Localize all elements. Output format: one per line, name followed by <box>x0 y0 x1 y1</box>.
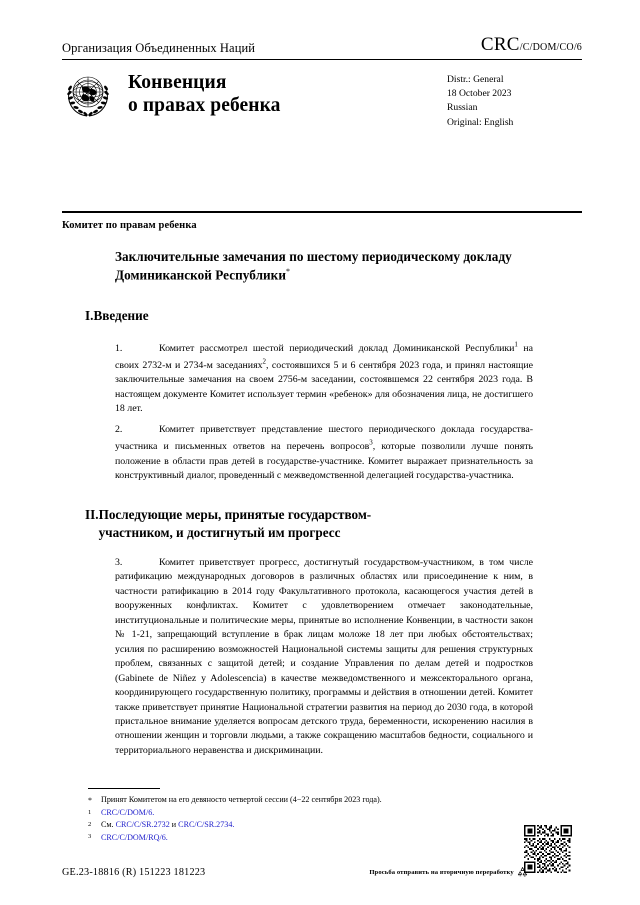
section-title-2-line1: Последующие меры, принятые государством- <box>98 506 372 522</box>
document-body <box>62 248 582 758</box>
paragraph-text-1: Комитет рассмотрел шестой периодический доклад Доминиканской Республики$^1$ на своих 2732-м и 2734-м заседаниях$^2$, состоявшихся 5 и 6 сентября 2023 года, и принял настоящие заключительные замечания на своем 2756-м заседании, состоявшемся 22 сентября 2023 года. В настоящем документе Комитет использует термин «ребенок» для обозначения лица, не достигшего 18 лет. <box>115 340 533 414</box>
document-symbol <box>481 34 582 56</box>
section-heading-2 <box>62 506 582 542</box>
document-symbol-rest: /C/DOM/CO/6 <box>519 42 582 53</box>
recycle-text: Просьба отправить на вторичную переработку <box>369 869 514 876</box>
footnote-text-2 <box>101 819 518 831</box>
distr-line: Distr.: General <box>447 74 504 85</box>
footnote-link-3[interactable]: CRC/C/DOM/RQ/6. <box>101 832 168 842</box>
paragraph-group-1 <box>62 340 582 484</box>
footnote-mark-star: * <box>88 796 92 805</box>
footnotes-section <box>88 788 518 844</box>
masthead-divider <box>62 59 582 60</box>
footnote-3 <box>88 832 518 844</box>
footnote-text-3 <box>101 832 518 844</box>
footnote-star <box>88 794 518 807</box>
footnote-prefix-2: См. <box>101 820 116 830</box>
paragraph-text-3: Комитет приветствует прогресс, достигнутый государством-участником, в том числе ратификацию международных договоров в различных областях или присоединение к ним, в частности ратификацию в 2014 году Факультативного протокола, касающегося участия детей в вооруженных конфликтах. Комитет с удовлетворением отмечает законодательные, институциональные и политические меры, принятые во исполнение Конвенции, в частности закон № 1-21, запрещающий вступление в брак лицам моложе 18 лет при любых обстоятельствах; усилия по расширению возможностей Национальной системы защиты для решения структурных проблем, связанных с защитой детей; и создание Управления по делам детей и подростков (Gabinete de Niñez y Adolescencia) в качестве межведомственного и межсекторального органа, координирующего государственную политику, программы и действия в отношении детей. Комитет также приветствует принятие Национальной стратегии развития на период до 2030 года, в которой пристальное внимание уделяется вопросам детского труда, беременности, искоренению насилия в отношении женщин и торговли людьми, а также сокращению масштабов бедности, социального и территориального неравенства и дискриминации. <box>115 556 533 756</box>
committee-name: Комитет по правам ребенка <box>62 220 197 231</box>
footnote-mark-2: 2 <box>88 820 92 828</box>
section-title-2-line2: участником, и достигнутый им прогресс <box>98 524 341 540</box>
paragraph-number-1: 1. <box>115 342 123 354</box>
footnote-text-1 <box>101 807 518 819</box>
section-title-2 <box>99 506 582 542</box>
footnote-2 <box>88 819 518 831</box>
paragraph-number-3: 3. <box>115 556 123 568</box>
page-title <box>115 248 525 285</box>
convention-title-line2: о правах ребенка <box>128 95 281 116</box>
document-symbol-main: CRC <box>480 34 520 55</box>
convention-title-line1: Конвенция <box>128 72 227 93</box>
paragraph-3 <box>115 556 533 758</box>
footnote-mark-1: 1 <box>88 808 92 816</box>
section-heading-1 <box>62 307 582 325</box>
page-footer <box>62 866 582 879</box>
paragraph-number-2: 2. <box>115 424 123 436</box>
section-divider <box>62 211 582 213</box>
footnote-middle-2: и <box>169 820 179 830</box>
convention-title <box>128 69 447 117</box>
section-number-2: II. <box>85 506 99 522</box>
footnote-link-1[interactable]: CRC/C/DOM/6. <box>101 808 155 818</box>
recycle-notice <box>369 866 528 879</box>
paragraph-group-2 <box>62 556 582 758</box>
footnote-mark-3: 3 <box>88 833 92 841</box>
footnote-text-star: Принят Комитетом на его девяносто четвертой сессии (4−22 сентября 2023 года). <box>101 795 382 804</box>
paragraph-text-2: Комитет приветствует представление шестого периодического доклада государства-участника и письменных ответов на перечень вопросов$^3$, которые позволили лучше понять положение в области прав детей в государстве-участнике. Комитет выражает признательность за конструктивный диалог, проведенный с межведомственной делегацией государства-участника. <box>115 424 533 482</box>
masthead <box>62 34 582 130</box>
un-emblem-icon <box>62 71 114 119</box>
distr-language: Russian <box>447 102 478 114</box>
footnote-link-2b[interactable]: CRC/C/SR.2734. <box>178 820 235 830</box>
paragraph-2 <box>115 423 533 483</box>
distr-original: Original: English <box>447 116 514 128</box>
recycle-icon <box>516 866 529 879</box>
masthead-body-row <box>62 69 582 130</box>
footnote-link-2a[interactable]: CRC/C/SR.2732 <box>115 820 170 830</box>
section-title-1: Введение <box>93 308 149 324</box>
job-number: GE.23-18816 (R) 151223 181223 <box>62 867 206 878</box>
footnote-1 <box>88 807 518 819</box>
section-number-1: I. <box>85 308 94 324</box>
page-title-text: Заключительные замечания по шестому периодическому докладу Доминиканской Республики <box>115 249 512 283</box>
distribution-block <box>447 69 582 130</box>
distr-date: 18 October 2023 <box>447 88 512 100</box>
page-title-footnote-mark: * <box>285 267 291 277</box>
organization-name: Организация Объединенных Наций <box>62 41 256 55</box>
footnote-separator <box>88 788 160 789</box>
masthead-top-row <box>62 34 582 58</box>
paragraph-1 <box>115 340 533 417</box>
